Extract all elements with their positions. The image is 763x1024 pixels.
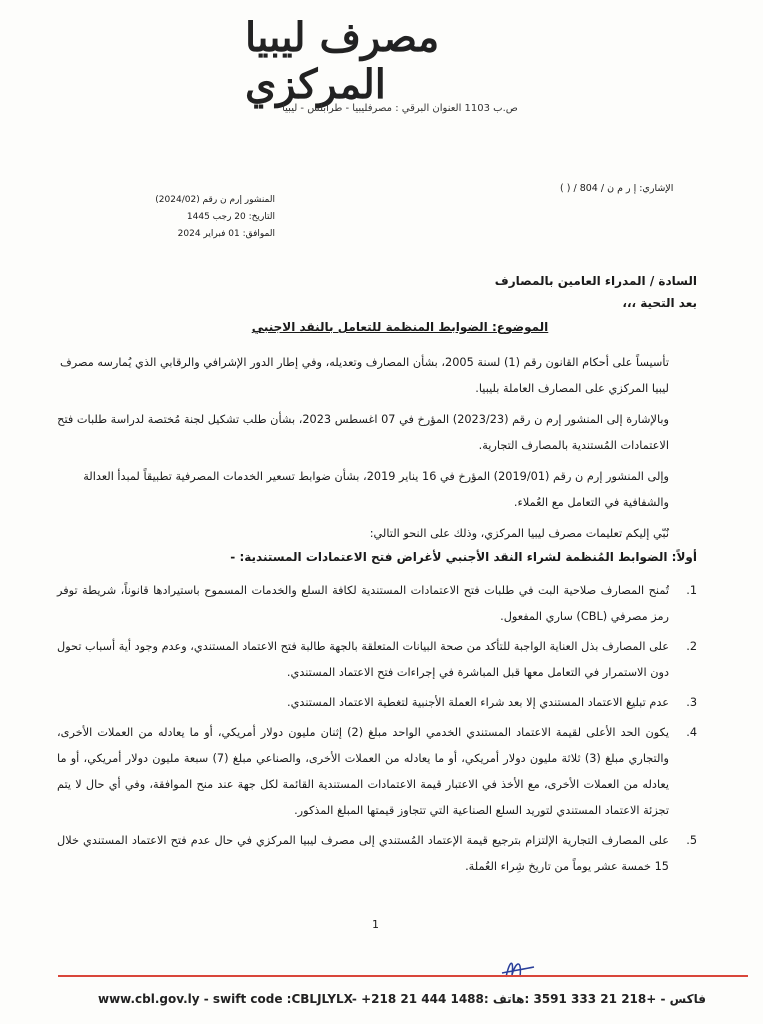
item-text: على المصارف بذل العناية الواجبة للتأكد من صحة البيانات المتعلقة بالجهة طالبة فتح الاعتماد المستندي، وعدم وجود أية أسباب تحول دون الاستمرار في التعامل معها قبل المباشرة في إجراءات فتح الاعتماد المستندي.	[56, 640, 669, 679]
bank-logo	[245, 14, 545, 108]
greeting: بعد التحية ،،،	[622, 296, 697, 310]
signature-mark	[498, 955, 538, 983]
date-gregorian: الموافق: 01 فبراير 2024	[177, 229, 275, 239]
footer-divider	[58, 975, 748, 977]
item-number: 2.	[686, 640, 697, 653]
item-text: يكون الحد الأعلى لقيمة الاعتماد المستندي الخدمي الواحد مبلغ (2) إثنان مليون دولار أمريكي، أو ما يعادله من العملات الأخرى، والتجاري مبلغ (3) ثلاثة مليون دولار أمريكي، أو ما يعادله من العملات الأخرى، والصناعي مبلغ (7) سبعة مليون دولار أمريكي، أو ما يعادله من العملات الأخرى، مع الأخذ في الاعتبار قيمة الاعتمادات المستندية القائمة لكل جهة عند منح الموافقة، وفي أي حال لا يتم تجزئة الاعتماد المستندي لتوريد السلع الصناعية التي تتجاوز قيمتها المبلغ المذكور.	[57, 726, 670, 817]
subject-line: الموضوع: الضوابط المنظمة للتعامل بالنقد الاجنبي	[251, 320, 549, 334]
bank-name: مصرف ليبيا المركزي	[245, 14, 440, 108]
date-hijri: التاريخ: 20 رجب 1445	[186, 212, 275, 222]
item-number: 5.	[686, 834, 697, 847]
item-number: 4.	[686, 726, 697, 739]
reference-number: الإشاري: إ ر م ن / 804 / ( )	[560, 183, 674, 194]
paragraph: نُبّي إليكم تعليمات مصرف ليبيا المركزي، وذلك على النحو التالي:	[369, 527, 669, 540]
paragraph: وإلى المنشور إرم ن رقم (2019/01) المؤرخ في 16 يناير 2019، بشأن ضوابط تسعير الخدمات المصرفية تطبيقاً لمبدأ العدالة والشفافية في التعامل مع العُملاء.	[83, 470, 669, 509]
circular-number: المنشور إرم ن رقم (2024/02)	[155, 195, 275, 205]
addressee-line: السادة / المدراء العامين بالمصارف	[494, 274, 697, 288]
item-text: عدم تبليغ الاعتماد المستندي إلا بعد شراء العملة الأجنبية لتغطية الاعتماد المستندي.	[287, 696, 669, 709]
item-number: 1.	[686, 584, 697, 597]
paragraph: تأسيساً على أحكام القانون رقم (1) لسنة 2005، بشأن المصارف وتعديله، وفي إطار الدور الإشرافي والرقابي الذي يُمارسه مصرف ليبيا المركزي على المصارف العاملة بليبيا.	[59, 356, 669, 395]
list-item	[57, 634, 697, 686]
page-number: 1	[372, 918, 379, 931]
bank-address: ص.ب 1103 العنوان البرقي : مصرفليبيا - طرابلس - ليبيا	[282, 103, 518, 114]
item-text: على المصارف التجارية الإلتزام بترجيع قيمة الإعتماد المُستندي إلى مصرف ليبيا المركزي في حال عدم فتح الاعتماد المستندي خلال 15 خمسة عشر يوماً من تاريخ شِراء العُملة.	[57, 834, 669, 873]
footer-contact: www.cbl.gov.ly - swift code :CBLJLYLX- +218 21 444 1488: فاكس - +218 21 333 3591 :هاتف	[98, 992, 706, 1006]
circular-reference	[105, 192, 275, 243]
paragraph: وبالإشارة إلى المنشور إرم ن رقم (2023/23) المؤرخ في 07 اغسطس 2023، بشأن طلب تشكيل لجنة مُختصة لدراسة طلبات فتح الاعتمادات المُستندية بالمصارف التجارية.	[57, 413, 669, 452]
rules-list	[57, 578, 697, 884]
list-item	[57, 690, 697, 716]
addressee	[57, 270, 697, 314]
item-text: تُمنح المصارف صلاحية البت في طلبات فتح الاعتمادات المستندية لكافة السلع والخدمات المسموح باستيرادها قانوناً، شريطة توفر رمز مصرفي (CBL) ساري المفعول.	[57, 584, 669, 623]
list-item	[57, 578, 697, 630]
item-number: 3.	[686, 696, 697, 709]
section-title: أولاً: الضوابط المُنظمة لشراء النقد الأجنبي لأغراض فتح الاعتمادات المستندية: -	[230, 550, 697, 564]
intro-paragraphs	[57, 350, 697, 552]
list-item	[57, 720, 697, 824]
list-item	[57, 828, 697, 880]
